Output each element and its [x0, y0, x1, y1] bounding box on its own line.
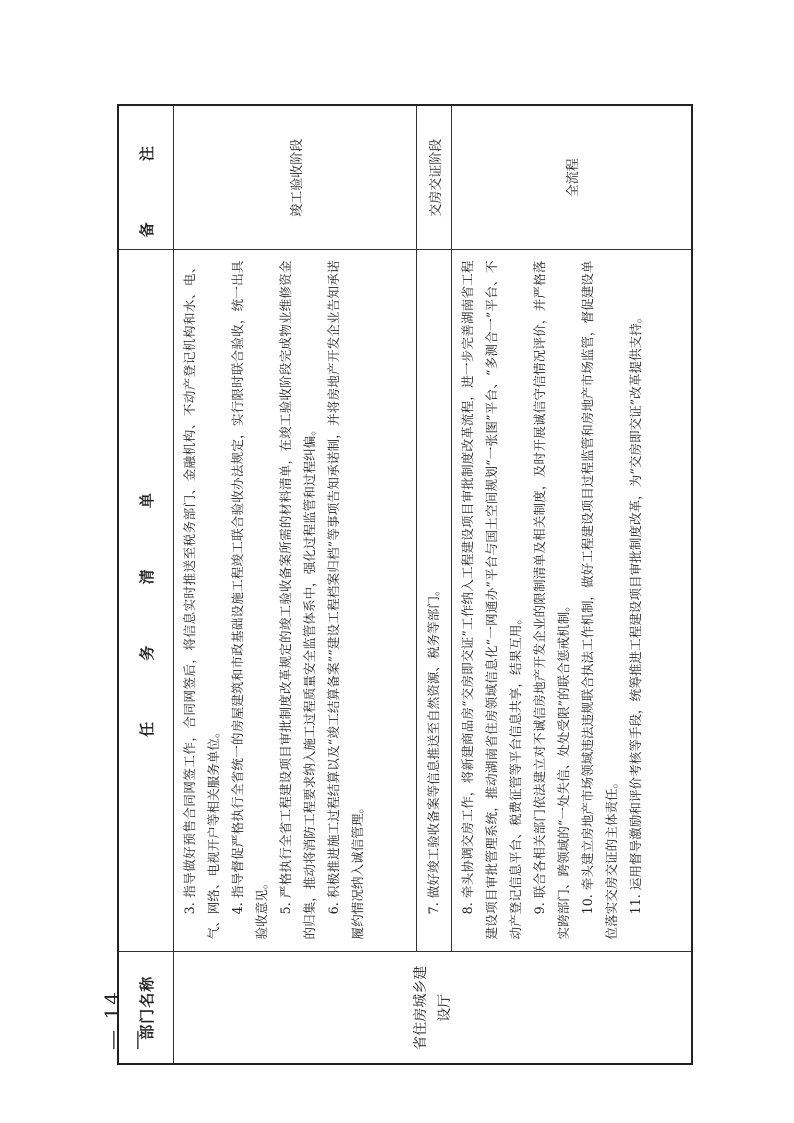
task-item: 10. 牵头建立房地产市场领域违法违规联合执法工作机制，做好工程建设项目过程监管和房地产市场监管，督促建设单位落实交房交证的主体责任。: [580, 260, 619, 940]
header-row: [118, 105, 174, 1064]
task-item: 7. 做好竣工验收备案等信息推送至自然资源、税务等部门。: [426, 583, 441, 915]
task-cell: [452, 250, 693, 952]
task-item: 3. 指导做好预售合同网签工作，合同网签后，将信息实时推送至税务部门、金融机构、不动产登记机构和水、电、气、网络、电视开户等相关服务单位。: [182, 260, 221, 940]
table-row: [417, 105, 452, 1064]
note-cell: 全流程: [452, 105, 693, 250]
task-item: 4. 指导督促严格执行全省统一的房屋建筑和市政基础设施工程竣工联合验收办法规定，实行限时联合验收，统一出具验收意见。: [230, 260, 269, 940]
department-cell: 省住房城乡建设厅: [174, 952, 693, 1064]
task-item: 9. 联合各相关部门依法建立对不诚信房地产开发企业的限制清单及相关制度，及时开展诚信守信情况评价，并严格落实跨部门、跨领域的“一处失信、处处受限”的联合惩戒机制。: [532, 260, 571, 940]
task-item: 5. 严格执行全省工程建设项目审批制度改革规定的竣工验收备案所需的材料清单，在竣工验收阶段完成物业维修资金的归集，推动将消防工程要求纳入施工过程质量安全监管体系中，强化过程监管和过程纠偏。: [278, 260, 317, 940]
note-cell: 交房交证阶段: [417, 105, 452, 250]
header-department: 部门名称: [118, 952, 174, 1064]
page-number: — 14 —: [100, 990, 148, 1050]
task-cell: [174, 250, 417, 952]
task-item: 8. 牵头协调交房工作，将新建商品房“交房即交证”工作纳入工程建设项目审批制度改革流程，进一步完善湖南省工程建设项目审批管理系统，推动湖南省住房领域信息化“一网通办”平台与国土空间规划“一张图”平台、“多测合一”平台、不动产登记信息平台、税费征管等平台信息共享，结果互用。: [460, 260, 523, 940]
note-cell: 竣工验收阶段: [174, 105, 417, 250]
table-row: [452, 105, 693, 1064]
table-row: [174, 105, 417, 1064]
task-table-container: [117, 106, 693, 1065]
task-item: 11. 运用督导激励和评价考核等手段，统筹推进工程建设项目审批制度改革，为“交房即交证”改革提供支持。: [628, 310, 643, 915]
header-notes: 备 注: [118, 105, 174, 250]
task-cell: [417, 250, 452, 952]
header-tasks: 任 务 清 单: [118, 250, 174, 952]
task-table: [117, 104, 693, 1065]
task-item: 6. 积极推进施工过程结算以及“竣工结算备案”“建设工程档案归档”等事项告知承诺制，并将房地产开发企业告知承诺履约情况纳入诚信管理。: [326, 260, 365, 940]
